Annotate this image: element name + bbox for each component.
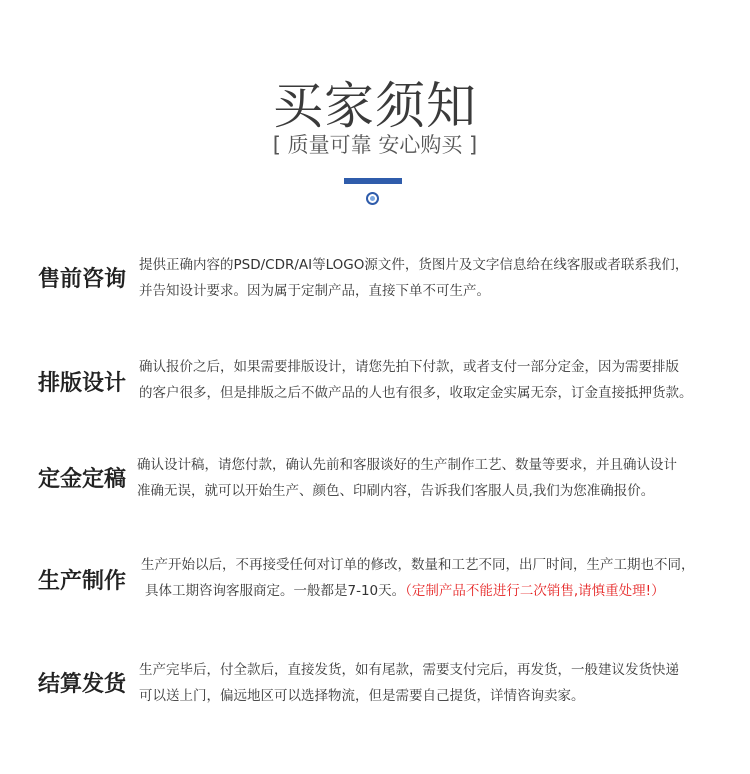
section-title: 结算发货 xyxy=(37,672,126,697)
section-line: 提供正确内容的PSD/CDR/AI等LOGO源文件，货图片及文字信息给在线客服或者联系我们， xyxy=(139,257,689,273)
section-line: 确认设计稿，请您付款，确认先前和客服谈好的生产制作工艺、数量等要求，并且确认设计 xyxy=(137,457,677,473)
header-subtitle: [ 质量可靠 安心购买 ] xyxy=(272,133,478,157)
divider-bar xyxy=(344,178,402,184)
section-line: 生产开始以后，不再接受任何对订单的修改，数量和工艺不同，出厂时间，生产工期也不同， xyxy=(141,557,695,573)
section-line: 生产完毕后，付全款后，直接发货，如有尾款，需要支付完后，再发货，一般建议发货快递 xyxy=(139,662,679,678)
divider-ring-icon xyxy=(366,192,379,205)
section-body xyxy=(139,657,719,709)
header-title: 买家须知 xyxy=(273,77,477,135)
section-line: 确认报价之后，如果需要排版设计，请您先拍下付款，或者支付一部分定金，因为需要排版 xyxy=(139,359,679,375)
section-body xyxy=(141,552,721,604)
section-line-text: 具体工期咨询客服商定。一般都是7-10天。 xyxy=(145,583,406,599)
section-title: 售前咨询 xyxy=(37,267,126,292)
section-line: 可以送上门，偏远地区可以选择物流，但是需要自己提货，详情咨询卖家。 xyxy=(139,688,585,704)
section-title: 排版设计 xyxy=(37,371,126,396)
section-body xyxy=(139,354,719,406)
section-line: 的客户很多，但是排版之后不做产品的人也有很多，收取定金实属无奈，订金直接抵押货款。 xyxy=(139,385,693,401)
section-body xyxy=(137,452,717,504)
section-body xyxy=(139,252,719,304)
section-line: 准确无误，就可以开始生产、颜色、印刷内容，告诉我们客服人员,我们为您准确报价。 xyxy=(137,483,655,499)
warning-text: （定制产品不能进行二次销售,请慎重处理!） xyxy=(405,583,665,599)
section-line: 并告知设计要求。因为属于定制产品，直接下单不可生产。 xyxy=(139,283,490,299)
section-line xyxy=(141,578,721,604)
section-title: 生产制作 xyxy=(37,569,126,594)
section-title: 定金定稿 xyxy=(37,467,126,492)
